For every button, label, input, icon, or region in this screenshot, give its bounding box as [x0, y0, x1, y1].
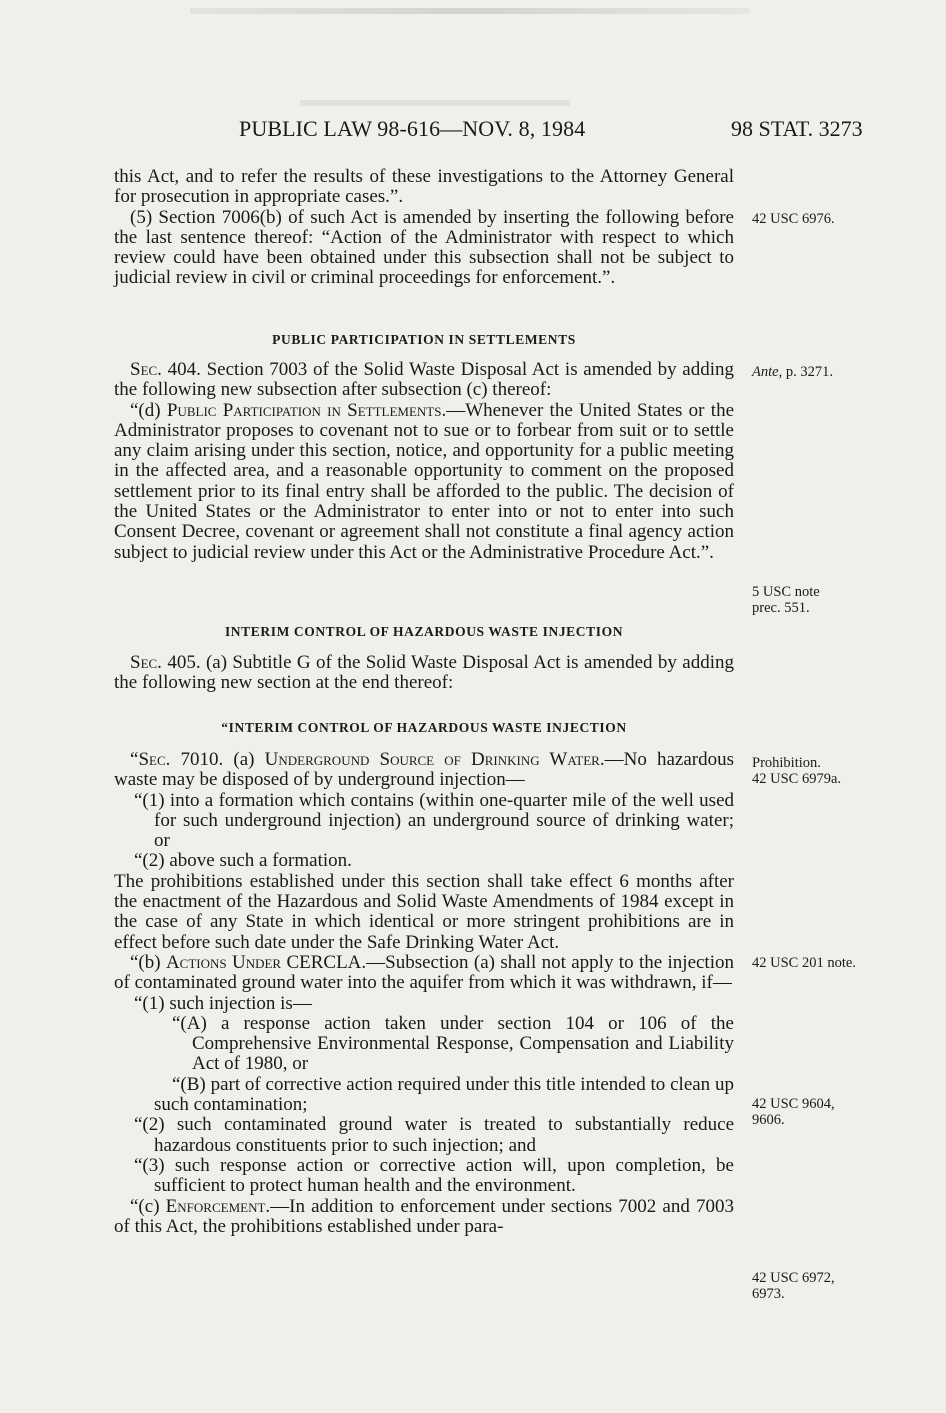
heading-interim-control-quoted: “INTERIM CONTROL OF HAZARDOUS WASTE INJECTION: [221, 720, 627, 735]
subsection-title: Enforcement: [165, 1195, 266, 1217]
paragraph-b-item-3: “(3) such response action or corrective action will, upon completion, be sufficient to protect human health and the environment.: [134, 1154, 734, 1197]
paragraph-item-1: “(1) into a formation which contains (within one-quarter mile of the well used for such underground injection) an underground source of drinking water; or: [134, 789, 734, 852]
sec-label: Sec.: [138, 749, 171, 770]
paragraph-section-7006: (5) Section 7006(b) of such Act is amended by inserting the following before the last sentence thereof: “Action of the Administrator with respect to which review could have been obtained under this subsection shall not be subject to judicial review in civil or criminal proceedings for enforcement.”.: [114, 206, 734, 289]
paragraph-item-2: “(2) above such a formation.: [134, 850, 352, 872]
bleed-through-mark: [190, 8, 750, 14]
running-header-title: PUBLIC LAW 98-616—NOV. 8, 1984: [239, 116, 586, 141]
margin-note-201: 42 USC 201 note.: [752, 955, 856, 971]
paragraph-b-item-1: “(1) such injection is—: [134, 992, 312, 1014]
paragraph-subsection-d: “(d) Public Participation in Settlements.—Whenever the United States or the Administrator proposes to covenant not to sue or to forbear from suit or to settle any claim arising under this section, notice, and opportunity for a public meeting in the affected area, and a reasonable opportunity to comment on the proposed settlement prior to its final entry shall be afforded to the public. The decision of the United States or the Administrator to enter into or not to enter into such Consent Decree, covenant or agreement shall not constitute a final agency action subject to judicial review under this Act or the Administrative Procedure Act.”.: [114, 399, 734, 563]
body-block-sec-404: [114, 360, 734, 563]
subsection-title: Public Participation in Settlements: [166, 399, 442, 421]
margin-note-prohibition: Prohibition. 42 USC 6979a.: [752, 755, 842, 787]
margin-note-5usc: 5 USC note prec. 551.: [752, 584, 820, 616]
margin-note-9604: 42 USC 9604, 9606.: [752, 1096, 835, 1128]
margin-note-6972: 42 USC 6972, 6973.: [752, 1270, 835, 1302]
subsection-title: Underground Source of Drinking Water: [264, 749, 600, 770]
margin-note-6976: 42 USC 6976.: [752, 211, 835, 227]
body-block-sec-405: [114, 653, 734, 694]
paragraph-b-item-2: “(2) such contaminated ground water is treated to substantially reduce hazardous constituents prior to such injection; and: [134, 1114, 734, 1156]
paragraph-prohibitions: The prohibitions established under this section shall take effect 6 months after the enactment of the Hazardous and Solid Waste Amendments of 1984 except in the case of any State in which identical or more stringent prohibitions are in effect before such date under the Safe Drinking Water Act.: [114, 870, 734, 953]
running-header-stat: 98 STAT. 3273: [731, 116, 863, 141]
paragraph-sec-7010-a: “Sec. 7010. (a) Underground Source of Drinking Water.—No hazardous waste may be disposed of by underground injection—: [114, 749, 734, 791]
paragraph-b-item-B: “(B) part of corrective action required under this title intended to clean up such contamination;: [154, 1073, 734, 1116]
sec-label: Sec.: [130, 359, 162, 380]
margin-note-ante: Ante, p. 3271.: [752, 364, 833, 380]
bleed-through-mark: [300, 100, 570, 106]
sec-label: Sec.: [130, 652, 162, 673]
body-block-sec-7010: [114, 750, 734, 1237]
paragraph-sec-404: Sec. 404. Section 7003 of the Solid Waste Disposal Act is amended by adding the following new subsection after subsection (c) thereof:: [114, 359, 734, 401]
paragraph-continuation: this Act, and to refer the results of these investigations to the Attorney General for prosecution in appropriate cases.”.: [114, 166, 734, 208]
subsection-title: Actions Under: [165, 951, 282, 973]
body-block-top: [114, 167, 734, 289]
paragraph-subsection-c: “(c) Enforcement.—In addition to enforcement under sections 7002 and 7003 of this Act, the prohibitions established under para-: [114, 1195, 734, 1237]
paragraph-b-item-A: “(A) a response action taken under section 104 or 106 of the Comprehensive Environmental Response, Compensation and Liability Act of 1980, or: [172, 1012, 734, 1075]
paragraph-sec-405: Sec. 405. (a) Subtitle G of the Solid Waste Disposal Act is amended by adding the following new section at the end thereof:: [114, 652, 734, 694]
heading-interim-control: INTERIM CONTROL OF HAZARDOUS WASTE INJECTION: [224, 624, 624, 639]
heading-public-participation: PUBLIC PARTICIPATION IN SETTLEMENTS: [272, 332, 576, 347]
paragraph-subsection-b: “(b) Actions Under CERCLA.—Subsection (a) shall not apply to the injection of contaminated ground water into the aquifer from which it was withdrawn, if—: [114, 951, 734, 994]
